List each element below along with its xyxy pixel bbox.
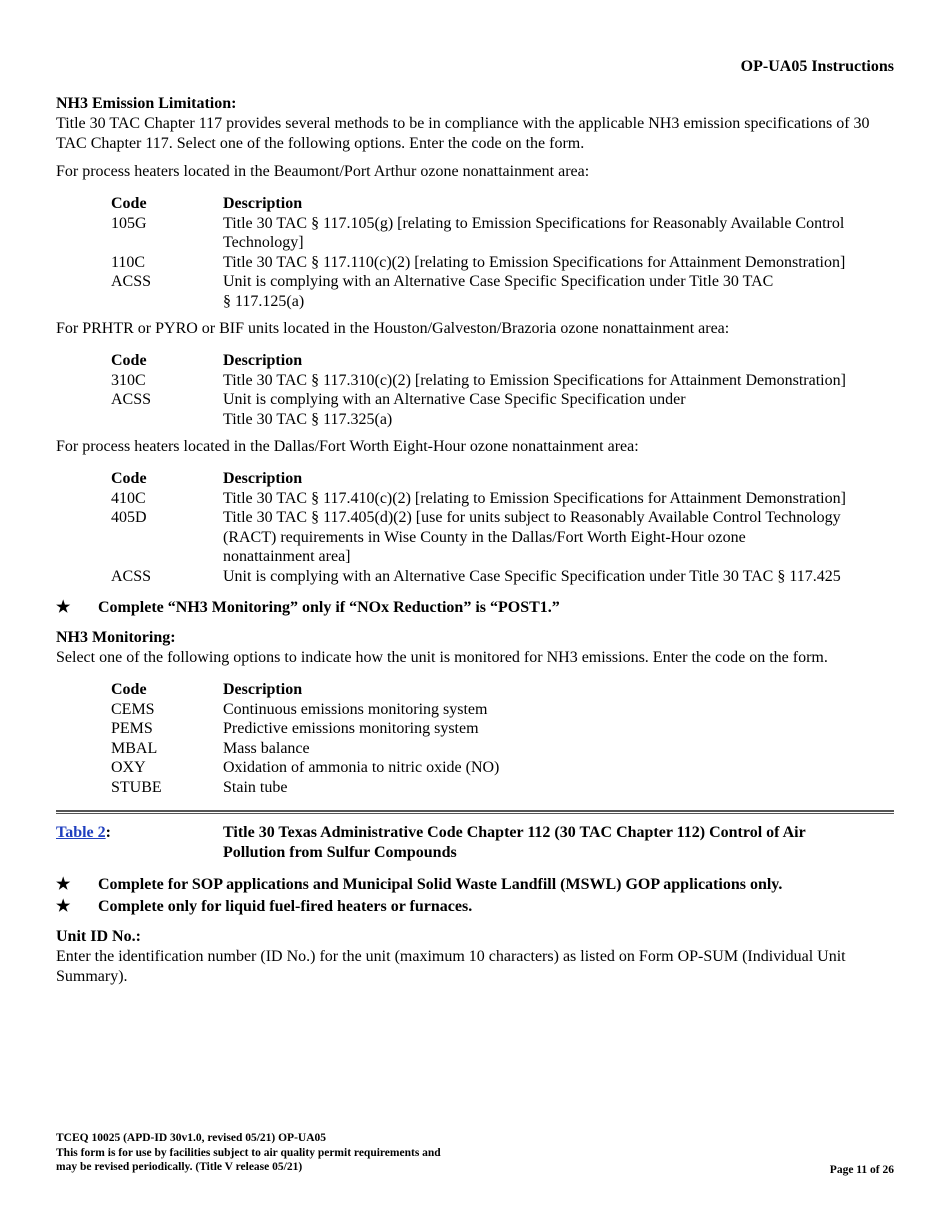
star-icon: ★ (56, 876, 71, 893)
col-desc-header: Description (223, 195, 303, 212)
row-desc-line: Title 30 TAC § 117.325(a) (223, 410, 393, 428)
table-row (111, 700, 894, 720)
dallas-code-table (111, 469, 894, 586)
houston-intro: For PRHTR or PYRO or BIF units located in the Houston/Galveston/Brazoria ozone nonattainment area: (56, 320, 730, 337)
main-content (56, 94, 894, 797)
table-row (111, 778, 894, 798)
monitoring-code-table (111, 680, 894, 797)
table-row (111, 214, 894, 253)
row-desc-line: § 117.125(a) (223, 292, 305, 310)
row-desc-line: nonattainment area] (223, 548, 351, 565)
row-desc-line: Unit is complying with an Alternative Case Specific Specification under Title 30 TAC (223, 273, 774, 290)
star-icon: ★ (56, 599, 71, 616)
footer-line: TCEQ 10025 (APD-ID 30v1.0, revised 05/21) OP-UA05 (56, 1132, 327, 1144)
row-code: MBAL (111, 739, 158, 757)
table-row (111, 567, 894, 587)
row-desc: Oxidation of ammonia to nitric oxide (NO) (223, 759, 500, 776)
col-code-header: Code (111, 681, 147, 698)
nh3-limitation-heading: NH3 Emission Limitation: (56, 95, 237, 112)
beaumont-intro: For process heaters located in the Beaumont/Port Arthur ozone nonattainment area: (56, 163, 590, 180)
row-code: CEMS (111, 700, 155, 718)
col-desc-header: Description (223, 681, 303, 698)
row-desc: Title 30 TAC § 117.410(c)(2) [relating to Emission Specifications for Attainment Demonstration] (223, 489, 846, 507)
row-desc-line: Unit is complying with an Alternative Case Specific Specification under (223, 391, 686, 408)
row-code: OXY (111, 759, 146, 776)
footer-line: This form is for use by facilities subject to air quality permit requirements and (56, 1146, 441, 1159)
dallas-intro: For process heaters located in the Dallas/Fort Worth Eight-Hour ozone nonattainment area: (56, 438, 639, 455)
row-code: 110C (111, 253, 146, 271)
star-note-text: Complete “NH3 Monitoring” only if “NOx Reduction” is “POST1.” (98, 599, 560, 616)
unit-id-text: Enter the identification number (ID No.) for the unit (maximum 10 characters) as listed on Form OP-SUM (Individual Unit Summary). (56, 948, 846, 985)
row-desc (223, 508, 894, 567)
col-code-header: Code (111, 352, 147, 369)
star-note-text: Complete for SOP applications and Municipal Solid Waste Landfill (MSWL) GOP applications only. (98, 876, 783, 893)
table-row (111, 758, 894, 778)
row-desc-line: (RACT) requirements in Wise County in the Dallas/Fort Worth Eight-Hour ozone (223, 528, 746, 546)
row-code: 405D (111, 509, 147, 526)
houston-code-table (111, 351, 894, 429)
star-note-text: Complete only for liquid fuel-fired heaters or furnaces. (98, 898, 473, 915)
nh3-monitoring-intro: Select one of the following options to indicate how the unit is monitored for NH3 emissions. Enter the code on the form. (56, 649, 828, 666)
star-note-sop (56, 875, 894, 895)
table2-title-line: Title 30 Texas Administrative Code Chapter 112 (30 TAC Chapter 112) Control of Air (223, 824, 806, 841)
star-note-monitoring (56, 598, 894, 618)
row-desc: Title 30 TAC § 117.310(c)(2) [relating to Emission Specifications for Attainment Demonstration] (223, 371, 846, 389)
unit-id-heading: Unit ID No.: (56, 928, 141, 945)
beaumont-code-table (111, 194, 894, 311)
page-header-title: OP-UA05 Instructions (740, 58, 894, 75)
col-code-header: Code (111, 470, 147, 487)
row-code: ACSS (111, 273, 152, 290)
nh3-limitation-intro: Title 30 TAC Chapter 117 provides several methods to be in compliance with the applicable NH3 emission specifications of 30 TAC Chapter 117. Select one of the following options. Enter the code on the form. (56, 115, 870, 152)
row-code: 410C (111, 489, 146, 507)
table-row (111, 508, 894, 567)
table-row (111, 719, 894, 739)
row-desc (223, 272, 894, 311)
table-row (111, 253, 894, 273)
row-desc: Title 30 TAC § 117.110(c)(2) [relating to Emission Specifications for Attainment Demonstration] (223, 253, 846, 271)
table2-title-line: Pollution from Sulfur Compounds (223, 844, 457, 861)
row-code: ACSS (111, 391, 152, 408)
table2-section (56, 823, 894, 987)
col-desc-header: Description (223, 470, 303, 487)
footer (56, 1131, 441, 1175)
row-desc: Predictive emissions monitoring system (223, 720, 479, 737)
row-desc-line: Title 30 TAC § 117.405(d)(2) [use for units subject to Reasonably Available Control Technology (223, 509, 841, 526)
table-row (111, 371, 894, 391)
footer-line: may be revised periodically. (Title V release 05/21) (56, 1161, 303, 1173)
table2-heading (56, 823, 894, 863)
table2-colon: : (105, 824, 111, 841)
table-row (111, 390, 894, 429)
row-code: PEMS (111, 720, 153, 737)
table2-link[interactable]: Table 2 (56, 824, 106, 841)
col-code-header: Code (111, 195, 147, 212)
row-desc: Mass balance (223, 739, 310, 757)
table-row (111, 272, 894, 311)
row-code: 310C (111, 371, 146, 389)
page-number: Page 11 of 26 (829, 1164, 894, 1176)
row-desc: Title 30 TAC § 117.105(g) [relating to Emission Specifications for Reasonably Available Control Technology] (223, 214, 845, 251)
section-divider (56, 810, 894, 814)
row-code: ACSS (111, 567, 152, 585)
nh3-monitoring-heading: NH3 Monitoring: (56, 629, 176, 646)
col-desc-header: Description (223, 352, 303, 369)
star-note-liquid (56, 897, 894, 917)
table-row (111, 489, 894, 509)
row-desc: Unit is complying with an Alternative Case Specific Specification under Title 30 TAC § 117.425 (223, 567, 841, 585)
row-code: STUBE (111, 778, 162, 796)
table-row (111, 739, 894, 759)
row-desc (223, 390, 894, 429)
row-desc: Stain tube (223, 778, 288, 796)
star-icon: ★ (56, 898, 71, 915)
row-desc: Continuous emissions monitoring system (223, 700, 488, 718)
row-code: 105G (111, 214, 147, 232)
